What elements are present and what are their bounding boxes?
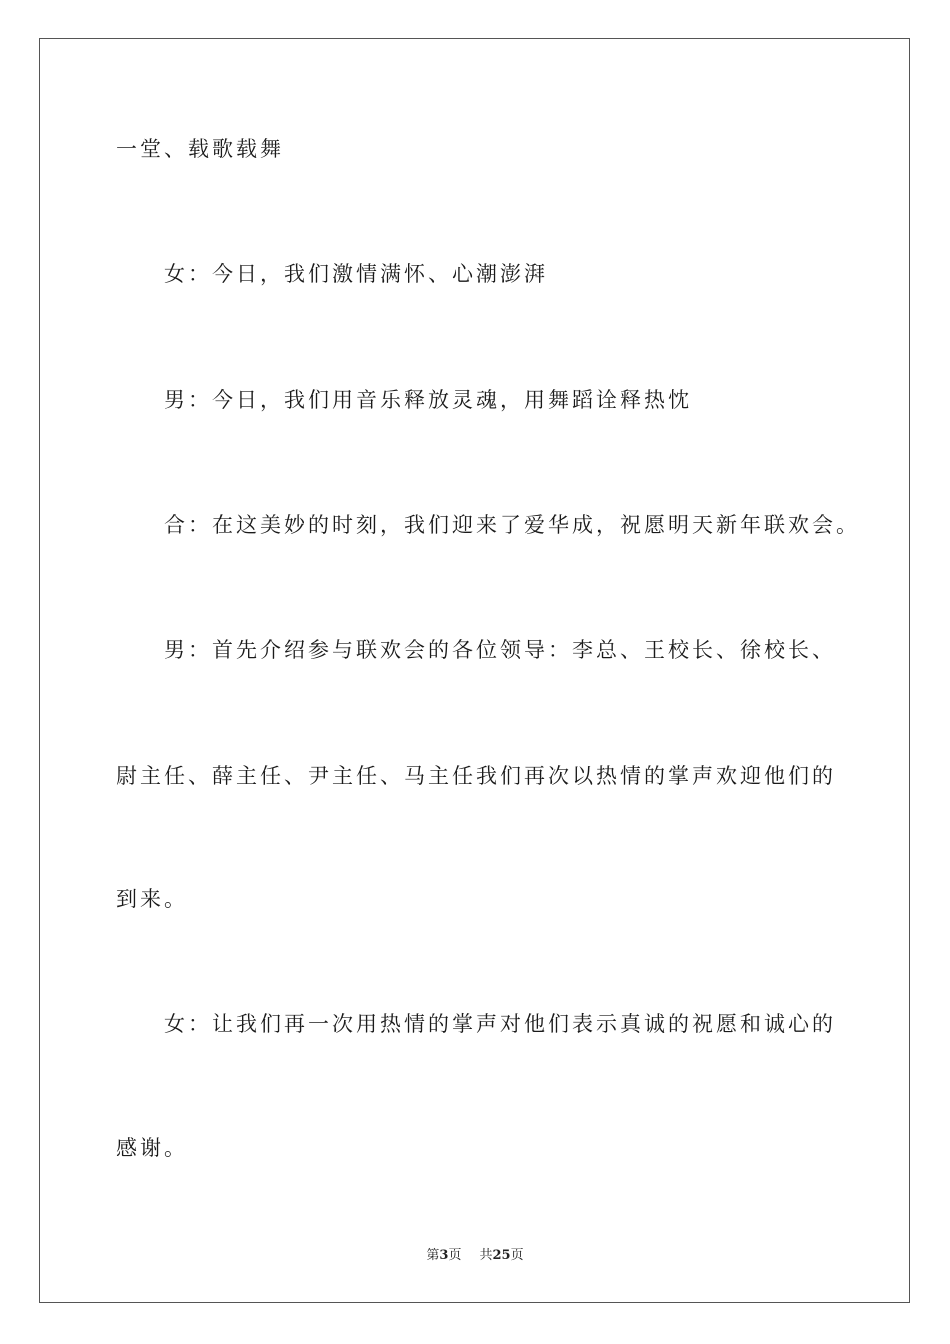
text-line: 一堂、载歌载舞 bbox=[116, 137, 284, 161]
footer-total-pages: 25 bbox=[492, 1248, 511, 1263]
page-footer bbox=[0, 1247, 950, 1265]
footer-page-suffix: 页 bbox=[448, 1248, 462, 1263]
footer-page-number: 3 bbox=[439, 1248, 449, 1263]
footer-total-prefix: 共 bbox=[479, 1248, 493, 1263]
page-border bbox=[39, 38, 910, 1303]
text-line: 男：今日，我们用音乐释放灵魂，用舞蹈诠释热忱 bbox=[164, 388, 692, 412]
text-line: 感谢。 bbox=[116, 1136, 188, 1160]
text-line: 尉主任、薛主任、尹主任、马主任我们再次以热情的掌声欢迎他们的 bbox=[116, 764, 836, 788]
text-line: 合：在这美妙的时刻，我们迎来了爱华成，祝愿明天新年联欢会。 bbox=[164, 513, 860, 537]
footer-page-prefix: 第 bbox=[426, 1248, 440, 1263]
text-line: 到来。 bbox=[116, 887, 188, 911]
text-line: 女：今日，我们激情满怀、心潮澎湃 bbox=[164, 262, 548, 286]
footer-total-suffix: 页 bbox=[510, 1248, 524, 1263]
text-line: 男：首先介绍参与联欢会的各位领导：李总、王校长、徐校长、 bbox=[164, 638, 836, 662]
text-line: 女：让我们再一次用热情的掌声对他们表示真诚的祝愿和诚心的 bbox=[164, 1012, 836, 1036]
